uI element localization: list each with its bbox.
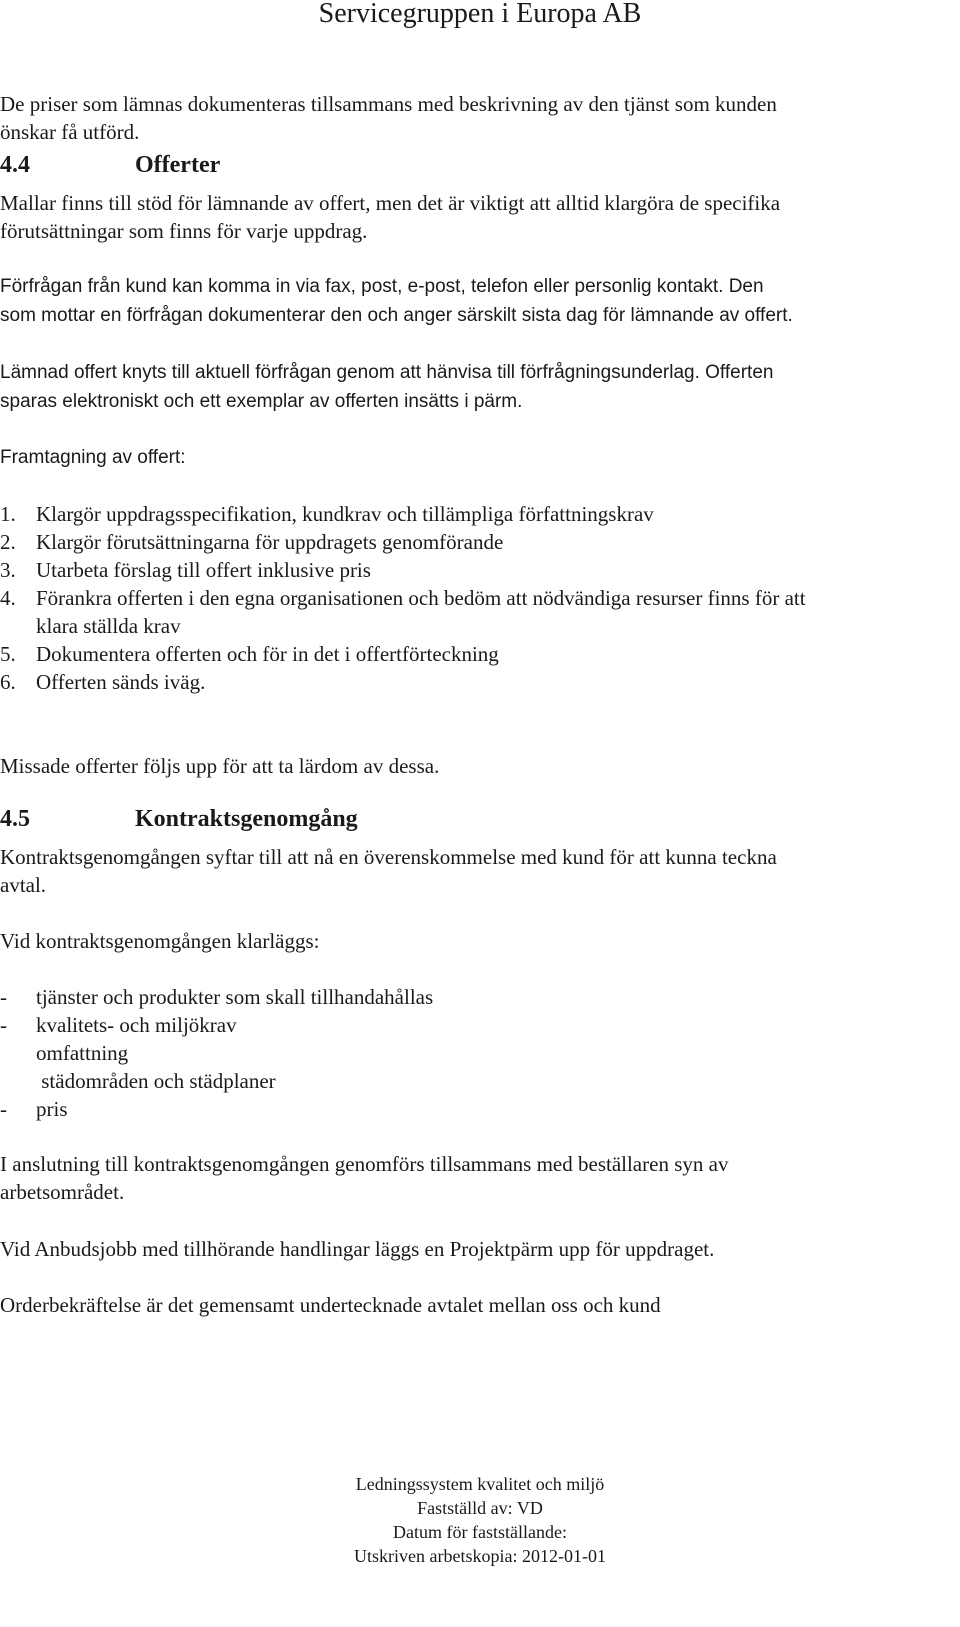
intro-line-1: De priser som lämnas dokumenteras tillsammans med beskrivning av den tjänst som kunden [0,92,777,116]
step-text-continuation: klara ställda krav [36,614,181,638]
clarify-item-text: pris [36,1097,68,1121]
footer-line-4: Utskriven arbetskopia: 2012-01-01 [354,1546,606,1566]
clarify-item [0,985,433,1010]
step-item [0,670,205,695]
step-text: Förankra offerten i den egna organisationen och bedöm att nödvändiga resurser finns för att [36,586,806,610]
step-item [0,642,499,667]
contract-para2-line2: arbetsområdet. [0,1180,125,1204]
offer-para3-line2: sparas elektroniskt och ett exemplar av offerten insätts i pärm. [0,391,523,412]
clarify-item-text: kvalitets- och miljökrav [36,1013,237,1037]
bullet-dash: - [0,985,7,1009]
clarify-item [0,1041,128,1066]
step-item [0,502,654,527]
step-text: Utarbeta förslag till offert inklusive pris [36,558,371,582]
step-number: 2. [0,530,16,554]
step-text: Offerten sänds iväg. [36,670,206,694]
intro-line-2: önskar få utförd. [0,120,140,144]
step-number: 4. [0,586,16,610]
page-header-title: Servicegruppen i Europa AB [318,0,642,29]
contract-para1-line2: avtal. [0,873,47,897]
clarify-item [0,1013,237,1038]
steps-heading: Framtagning av offert: [0,447,186,468]
offer-para1-line1: Mallar finns till stöd för lämnande av offert, men det är viktigt att alltid klargöra de specifika [0,191,781,215]
clarify-item [0,1069,276,1094]
step-item [0,586,806,611]
contract-para1-line1: Kontraktsgenomgången syftar till att nå en överenskommelse med kund för att kunna teckna [0,845,777,869]
clarify-heading: Vid kontraktsgenomgången klarläggs: [0,929,320,953]
clarify-item-text: tjänster och produkter som skall tillhandahållas [36,985,434,1009]
section-4-5-title: Kontraktsgenomgång [135,806,358,832]
step-item [0,530,503,555]
footer-line-1: Ledningssystem kvalitet och miljö [355,1474,605,1494]
step-text: Dokumentera offerten och för in det i offertförteckning [36,642,499,666]
step-number: 6. [0,670,16,694]
clarify-item-text: omfattning [36,1041,129,1065]
bullet-dash: - [0,1013,7,1037]
missed-offers-note: Missade offerter följs upp för att ta lärdom av dessa. [0,754,440,778]
section-4-4-title: Offerter [135,152,221,178]
footer-line-2: Fastställd av: VD [417,1498,543,1518]
step-number: 3. [0,558,16,582]
step-number: 5. [0,642,16,666]
offer-para1-line2: förutsättningar som finns för varje uppdrag. [0,219,368,243]
contract-para2-line1: I anslutning till kontraktsgenomgången genomförs tillsammans med beställaren syn av [0,1152,729,1176]
clarify-item-text: städområden och städplaner [36,1069,276,1093]
offer-para2-line2: som mottar en förfrågan dokumenterar den och anger särskilt sista dag för lämnande av offert. [0,305,793,326]
contract-para4: Orderbekräftelse är det gemensamt undertecknade avtalet mellan oss och kund [0,1293,661,1317]
offer-para2-line1: Förfrågan från kund kan komma in via fax, post, e-post, telefon eller personlig kontakt. Den [0,276,764,297]
section-4-4-number: 4.4 [0,152,30,178]
step-text: Klargör förutsättningarna för uppdragets genomförande [36,530,504,554]
section-4-5-number: 4.5 [0,806,30,832]
bullet-dash: - [0,1097,7,1121]
step-number: 1. [0,502,16,526]
contract-para3: Vid Anbudsjobb med tillhörande handlingar läggs en Projektpärm upp för uppdraget. [0,1237,715,1261]
step-text: Klargör uppdragsspecifikation, kundkrav och tillämpliga författningskrav [36,502,654,526]
offer-para3-line1: Lämnad offert knyts till aktuell förfrågan genom att hänvisa till förfrågningsunderlag. Offerten [0,362,774,383]
footer-line-3: Datum för fastställande: [393,1522,567,1542]
clarify-item [0,1097,68,1122]
step-item [0,558,371,583]
